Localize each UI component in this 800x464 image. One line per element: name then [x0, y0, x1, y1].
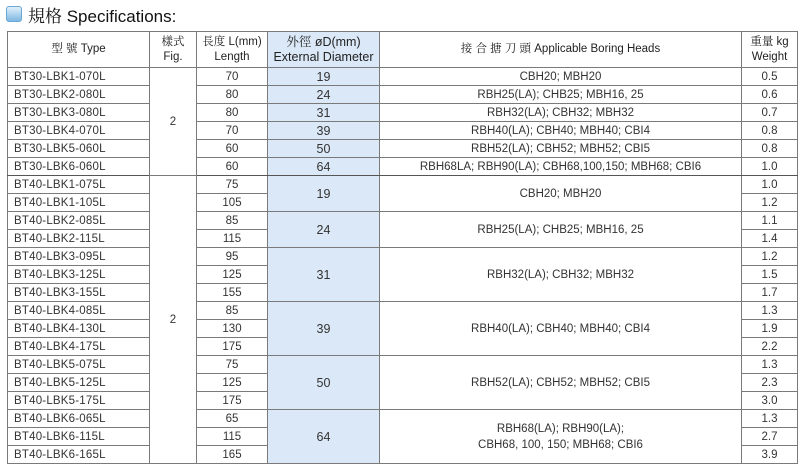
table-row: BT30-LBK3-080L 80 31 RBH32(LA); CBH32; MBH32 0.7 — [8, 104, 798, 122]
table-row: BT40-LBK4-175L 175 2.2 — [8, 338, 798, 356]
header-boring-heads: 接 合 搪 刀 頭 Applicable Boring Heads — [380, 32, 742, 68]
table-row: BT40-LBK5-175L 175 3.0 — [8, 392, 798, 410]
table-row: BT30-LBK2-080L 80 24 RBH25(LA); CHB25; MBH16, 25 0.6 — [8, 86, 798, 104]
header-type: 型 號 Type — [8, 32, 150, 68]
table-row: BT40-LBK1-105L 105 1.2 — [8, 194, 798, 212]
table-row: BT30-LBK4-070L 70 39 RBH40(LA); CBH40; MBH40; CBI4 0.8 — [8, 122, 798, 140]
rounded-blue-square-icon — [6, 6, 22, 22]
table-row: BT40-LBK6-115L 115 2.7 — [8, 428, 798, 446]
section-heading — [6, 3, 176, 25]
heading-text: 規格 Specifications: — [28, 6, 177, 26]
fig-cell: 2 — [150, 68, 197, 176]
header-length: 長度 L(mm) Length — [197, 32, 268, 68]
table-row: BT40-LBK4-085L 85 39 RBH40(LA); CBH40; MBH40; CBI4 1.3 — [8, 302, 798, 320]
table-row: BT40-LBK2-085L 85 24 RBH25(LA); CHB25; MBH16, 25 1.1 — [8, 212, 798, 230]
table-row: BT30-LBK5-060L 60 50 RBH52(LA); CBH52; MBH52; CBI5 0.8 — [8, 140, 798, 158]
fig-cell: 2 — [150, 176, 197, 464]
header-fig: 樣式 Fig. — [150, 32, 197, 68]
table-header-row — [8, 32, 798, 68]
table-row: BT40-LBK1-075L 2 75 19 CBH20; MBH20 1.0 — [8, 176, 798, 194]
table-row: BT40-LBK3-095L 95 31 RBH32(LA); CBH32; MBH32 1.2 — [8, 248, 798, 266]
table-row: BT40-LBK3-125L 125 1.5 — [8, 266, 798, 284]
table-row: BT40-LBK4-130L 130 1.9 — [8, 320, 798, 338]
table-row: BT40-LBK2-115L 115 1.4 — [8, 230, 798, 248]
header-diameter: 外徑 øD(mm) External Diameter — [268, 32, 380, 68]
table-row: BT30-LBK1-070L 2 70 19 CBH20; MBH20 0.5 — [8, 68, 798, 86]
boring-heads-multiline: RBH68(LA); RBH90(LA); CBH68, 100, 150; MBH68; CBI6 — [380, 410, 742, 464]
table-row: BT40-LBK5-075L 75 50 RBH52(LA); CBH52; MBH52; CBI5 1.3 — [8, 356, 798, 374]
table-row: BT40-LBK6-165L 165 3.9 — [8, 446, 798, 464]
table-row: BT30-LBK6-060L 60 64 RBH68LA; RBH90(LA); CBH68,100,150; MBH68; CBI6 1.0 — [8, 158, 798, 176]
table-row: BT40-LBK3-155L 155 1.7 — [8, 284, 798, 302]
header-weight: 重量 kg Weight — [742, 32, 798, 68]
specifications-table — [7, 31, 798, 464]
table-row: BT40-LBK5-125L 125 2.3 — [8, 374, 798, 392]
table-row: BT40-LBK6-065L 65 64 RBH68(LA); RBH90(LA); CBH68, 100, 150; MBH68; CBI6 1.3 — [8, 410, 798, 428]
